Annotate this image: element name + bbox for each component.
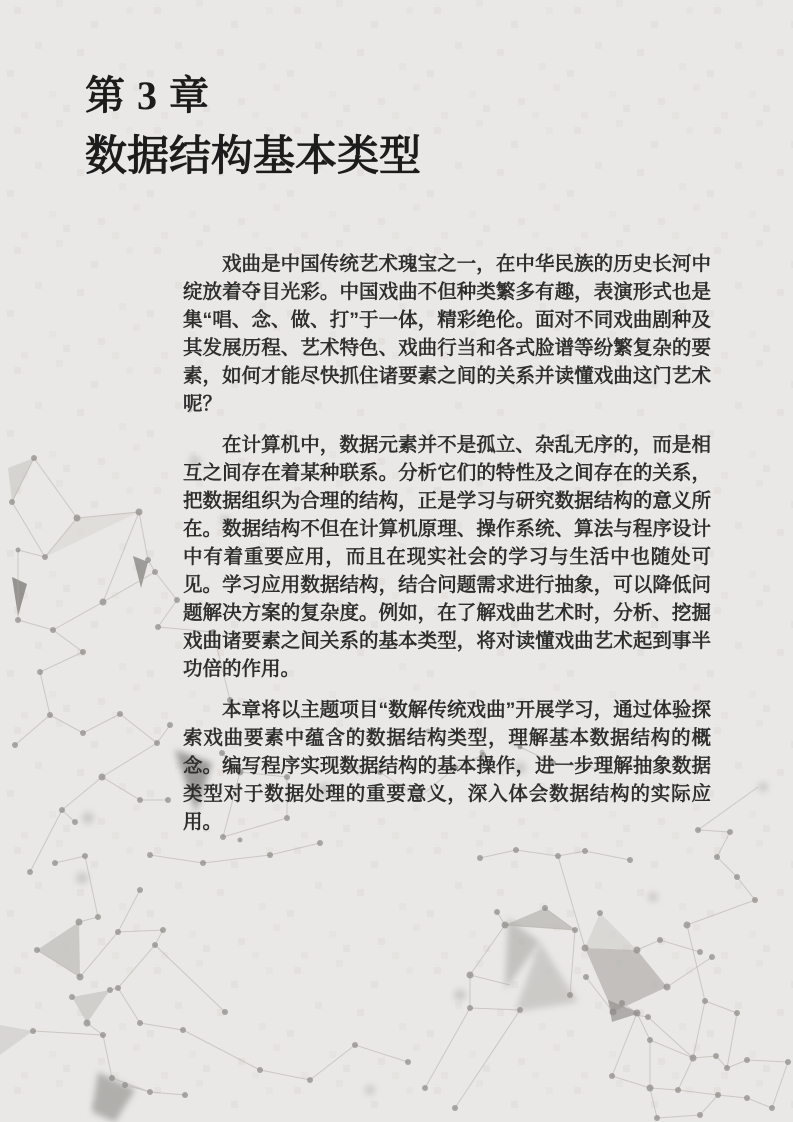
chapter-number: 第 3 章 <box>85 73 210 118</box>
chapter-intro-text <box>183 250 711 836</box>
chapter-title: 数据结构基本类型 <box>85 134 422 180</box>
paragraph-3: 本章将以主题项目“数解传统戏曲”开展学习，通过体验探索戏曲要素中蕴含的数据结构类型，理解基本数据结构的概念。编写程序实现数据结构的基本操作，进一步理解抽象数据类型对于数据处理的重要意义，深入体会数据结构的实际应用。 <box>183 699 711 833</box>
paragraph-1: 戏曲是中国传统艺术瑰宝之一，在中华民族的历史长河中绽放着夺目光彩。中国戏曲不但种类繁多有趣，表演形式也是集“唱、念、做、打”于一体，精彩绝伦。面对不同戏曲剧种及其发展历程、艺术特色、戏曲行当和各式脸谱等纷繁复杂的要素，如何才能尽快抓住诸要素之间的关系并读懂戏曲这门艺术呢？ <box>183 253 711 415</box>
chapter-header <box>85 73 422 180</box>
paragraph-2: 在计算机中，数据元素并不是孤立、杂乱无序的，而是相互之间存在着某种联系。分析它们的特性及之间存在的关系，把数据组织为合理的结构，正是学习与研究数据结构的意义所在。数据结构不但在计算机原理、操作系统、算法与程序设计中有着重要应用，而且在现实社会的学习与生活中也随处可见。学习应用数据结构，结合问题需求进行抽象，可以降低问题解决方案的复杂度。例如，在了解戏曲艺术时，分析、挖掘戏曲诸要素之间关系的基本类型，将对读懂戏曲艺术起到事半功倍的作用。 <box>183 434 711 680</box>
